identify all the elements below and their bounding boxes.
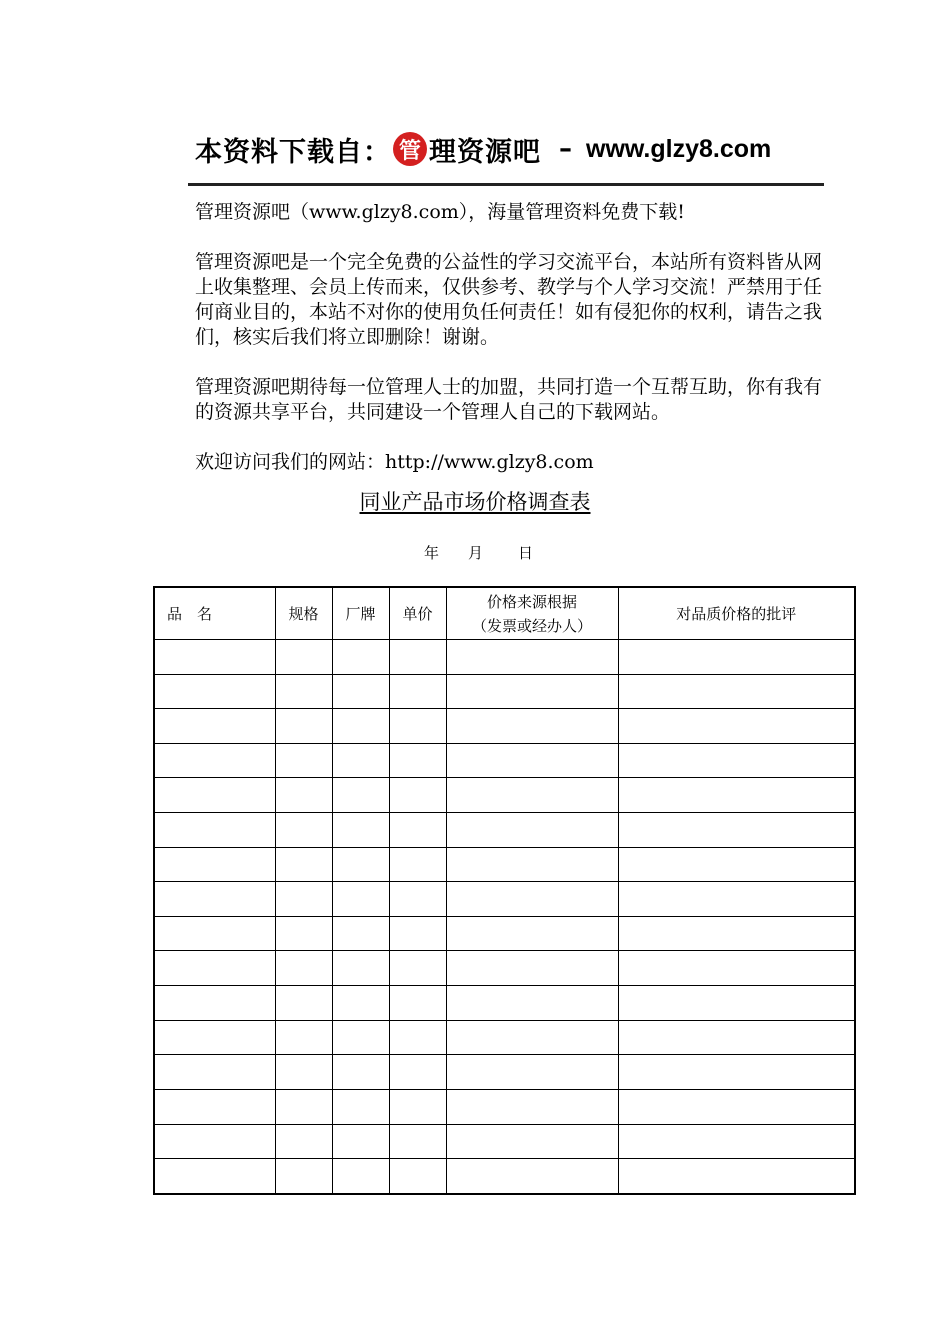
table-cell[interactable] bbox=[154, 743, 275, 778]
table-row bbox=[154, 778, 855, 813]
table-cell[interactable] bbox=[389, 986, 446, 1021]
form-title-text: 同业产品市场价格调查表 bbox=[359, 490, 591, 514]
table-cell[interactable] bbox=[446, 1124, 618, 1159]
table-cell[interactable] bbox=[332, 1124, 389, 1159]
table-cell[interactable] bbox=[446, 882, 618, 917]
table-cell[interactable] bbox=[618, 951, 855, 986]
table-cell[interactable] bbox=[332, 847, 389, 882]
table-cell[interactable] bbox=[332, 916, 389, 951]
table-row bbox=[154, 847, 855, 882]
table-cell[interactable] bbox=[275, 847, 332, 882]
table-cell[interactable] bbox=[389, 847, 446, 882]
table-row bbox=[154, 674, 855, 709]
table-cell[interactable] bbox=[446, 1055, 618, 1090]
table-cell[interactable] bbox=[154, 1055, 275, 1090]
table-cell[interactable] bbox=[332, 640, 389, 675]
table-cell[interactable] bbox=[332, 813, 389, 848]
date-day: 日 bbox=[518, 544, 534, 562]
table-cell[interactable] bbox=[446, 1089, 618, 1124]
table-row bbox=[154, 640, 855, 675]
table-row bbox=[154, 743, 855, 778]
table-cell[interactable] bbox=[618, 674, 855, 709]
table-cell[interactable] bbox=[389, 1055, 446, 1090]
intro-paragraph-1: 管理资源吧（www.glzy8.com），海量管理资料免费下载! bbox=[195, 201, 685, 223]
table-row bbox=[154, 1159, 855, 1194]
table-cell[interactable] bbox=[389, 674, 446, 709]
header-quality-comment: 对品质价格的批评 bbox=[618, 587, 855, 640]
table-cell[interactable] bbox=[446, 709, 618, 744]
table-row bbox=[154, 951, 855, 986]
table-cell[interactable] bbox=[618, 916, 855, 951]
table-cell[interactable] bbox=[618, 882, 855, 917]
intro-text bbox=[195, 200, 823, 500]
table-body bbox=[154, 640, 855, 1195]
table-cell[interactable] bbox=[618, 813, 855, 848]
table-cell[interactable] bbox=[275, 1055, 332, 1090]
table-cell[interactable] bbox=[389, 1124, 446, 1159]
table-cell[interactable] bbox=[389, 778, 446, 813]
table-cell[interactable] bbox=[154, 1020, 275, 1055]
table-cell[interactable] bbox=[275, 813, 332, 848]
table-cell[interactable] bbox=[154, 813, 275, 848]
table-cell[interactable] bbox=[389, 709, 446, 744]
table-cell[interactable] bbox=[618, 640, 855, 675]
table-cell[interactable] bbox=[446, 778, 618, 813]
table-cell[interactable] bbox=[389, 1089, 446, 1124]
header-spec: 规格 bbox=[275, 587, 332, 640]
table-cell[interactable] bbox=[446, 743, 618, 778]
table-cell[interactable] bbox=[154, 882, 275, 917]
table-cell[interactable] bbox=[275, 674, 332, 709]
table-cell[interactable] bbox=[154, 986, 275, 1021]
table-cell[interactable] bbox=[154, 640, 275, 675]
table-cell[interactable] bbox=[389, 1020, 446, 1055]
header-price-source bbox=[446, 587, 618, 640]
table-cell[interactable] bbox=[446, 674, 618, 709]
table-cell[interactable] bbox=[618, 1055, 855, 1090]
table-cell[interactable] bbox=[332, 986, 389, 1021]
table-row bbox=[154, 986, 855, 1021]
table-row bbox=[154, 882, 855, 917]
table-cell[interactable] bbox=[446, 951, 618, 986]
table-cell[interactable] bbox=[618, 1089, 855, 1124]
intro-paragraph-3: 管理资源吧期待每一位管理人士的加盟，共同打造一个互帮互助，你有我有的资源共享平台，共同建设一个管理人自己的下载网站。 bbox=[195, 376, 823, 423]
table-cell[interactable] bbox=[154, 1089, 275, 1124]
table-cell[interactable] bbox=[618, 986, 855, 1021]
table-cell[interactable] bbox=[332, 1159, 389, 1194]
table-cell[interactable] bbox=[332, 674, 389, 709]
date-line bbox=[424, 542, 533, 563]
table-cell[interactable] bbox=[275, 916, 332, 951]
table-cell[interactable] bbox=[332, 951, 389, 986]
table-cell[interactable] bbox=[275, 709, 332, 744]
table-cell[interactable] bbox=[154, 951, 275, 986]
banner-site-url[interactable]: www.glzy8.com bbox=[586, 134, 772, 163]
banner-dash: – bbox=[559, 134, 572, 164]
table-cell[interactable] bbox=[275, 1159, 332, 1194]
table-cell[interactable] bbox=[618, 1124, 855, 1159]
table-cell[interactable] bbox=[389, 640, 446, 675]
table-cell[interactable] bbox=[389, 1159, 446, 1194]
table-cell[interactable] bbox=[332, 1055, 389, 1090]
table-cell[interactable] bbox=[154, 1124, 275, 1159]
table-cell[interactable] bbox=[389, 743, 446, 778]
header-price-source-line2: （发票或经办人） bbox=[471, 616, 592, 635]
date-year: 年 bbox=[424, 544, 440, 562]
table-cell[interactable] bbox=[332, 743, 389, 778]
header-product-name: 品 名 bbox=[154, 587, 275, 640]
table-cell[interactable] bbox=[446, 847, 618, 882]
table-row bbox=[154, 1055, 855, 1090]
table-cell[interactable] bbox=[618, 743, 855, 778]
table-cell[interactable] bbox=[275, 951, 332, 986]
table-cell[interactable] bbox=[446, 986, 618, 1021]
price-survey-table bbox=[153, 586, 856, 1195]
table-cell[interactable] bbox=[446, 640, 618, 675]
table-cell[interactable] bbox=[154, 847, 275, 882]
intro-paragraph-4: 欢迎访问我们的网站：http://www.glzy8.com bbox=[195, 451, 594, 473]
table-cell[interactable] bbox=[275, 986, 332, 1021]
table-cell[interactable] bbox=[389, 916, 446, 951]
table-row bbox=[154, 916, 855, 951]
banner-brand: 理资源吧 bbox=[429, 136, 541, 168]
table-cell[interactable] bbox=[332, 709, 389, 744]
date-month: 月 bbox=[468, 544, 484, 562]
table-cell[interactable] bbox=[154, 916, 275, 951]
table-cell[interactable] bbox=[154, 778, 275, 813]
table-cell[interactable] bbox=[275, 1124, 332, 1159]
table-row bbox=[154, 1020, 855, 1055]
table-cell[interactable] bbox=[446, 1020, 618, 1055]
banner-prefix: 本资料下载自： bbox=[195, 136, 391, 168]
table-cell[interactable] bbox=[275, 1020, 332, 1055]
table-cell[interactable] bbox=[275, 778, 332, 813]
table-cell[interactable] bbox=[618, 1159, 855, 1194]
table-cell[interactable] bbox=[332, 1020, 389, 1055]
brand-logo-icon: 管 bbox=[393, 132, 427, 166]
header-unit-price: 单价 bbox=[389, 587, 446, 640]
table-cell[interactable] bbox=[618, 709, 855, 744]
table-cell[interactable] bbox=[389, 813, 446, 848]
table-row bbox=[154, 1089, 855, 1124]
table-cell[interactable] bbox=[332, 1089, 389, 1124]
table-cell[interactable] bbox=[154, 709, 275, 744]
header-banner bbox=[195, 128, 815, 170]
table-cell[interactable] bbox=[389, 882, 446, 917]
table-cell[interactable] bbox=[275, 882, 332, 917]
table-cell[interactable] bbox=[154, 1159, 275, 1194]
table-cell[interactable] bbox=[618, 1020, 855, 1055]
table-cell[interactable] bbox=[332, 778, 389, 813]
header-divider bbox=[188, 183, 824, 186]
form-title bbox=[0, 486, 950, 516]
table-cell[interactable] bbox=[332, 882, 389, 917]
table-row bbox=[154, 813, 855, 848]
table-cell[interactable] bbox=[446, 813, 618, 848]
table-cell[interactable] bbox=[275, 640, 332, 675]
table-cell[interactable] bbox=[275, 743, 332, 778]
table-cell[interactable] bbox=[446, 916, 618, 951]
table-cell[interactable] bbox=[618, 778, 855, 813]
table-row bbox=[154, 1124, 855, 1159]
table-row bbox=[154, 709, 855, 744]
table-cell[interactable] bbox=[275, 1089, 332, 1124]
table-cell[interactable] bbox=[446, 1159, 618, 1194]
header-price-source-line1: 价格来源根据 bbox=[486, 592, 577, 611]
table-cell[interactable] bbox=[154, 674, 275, 709]
table-cell[interactable] bbox=[389, 951, 446, 986]
table-cell[interactable] bbox=[618, 847, 855, 882]
intro-paragraph-2: 管理资源吧是一个完全免费的公益性的学习交流平台，本站所有资料皆从网上收集整理、会员上传而来，仅供参考、教学与个人学习交流！严禁用于任何商业目的，本站不对你的使用负任何责任！如有侵犯你的权利，请告之我们，核实后我们将立即删除！谢谢。 bbox=[195, 251, 823, 348]
header-brand: 厂牌 bbox=[332, 587, 389, 640]
table-header-row bbox=[154, 587, 855, 640]
